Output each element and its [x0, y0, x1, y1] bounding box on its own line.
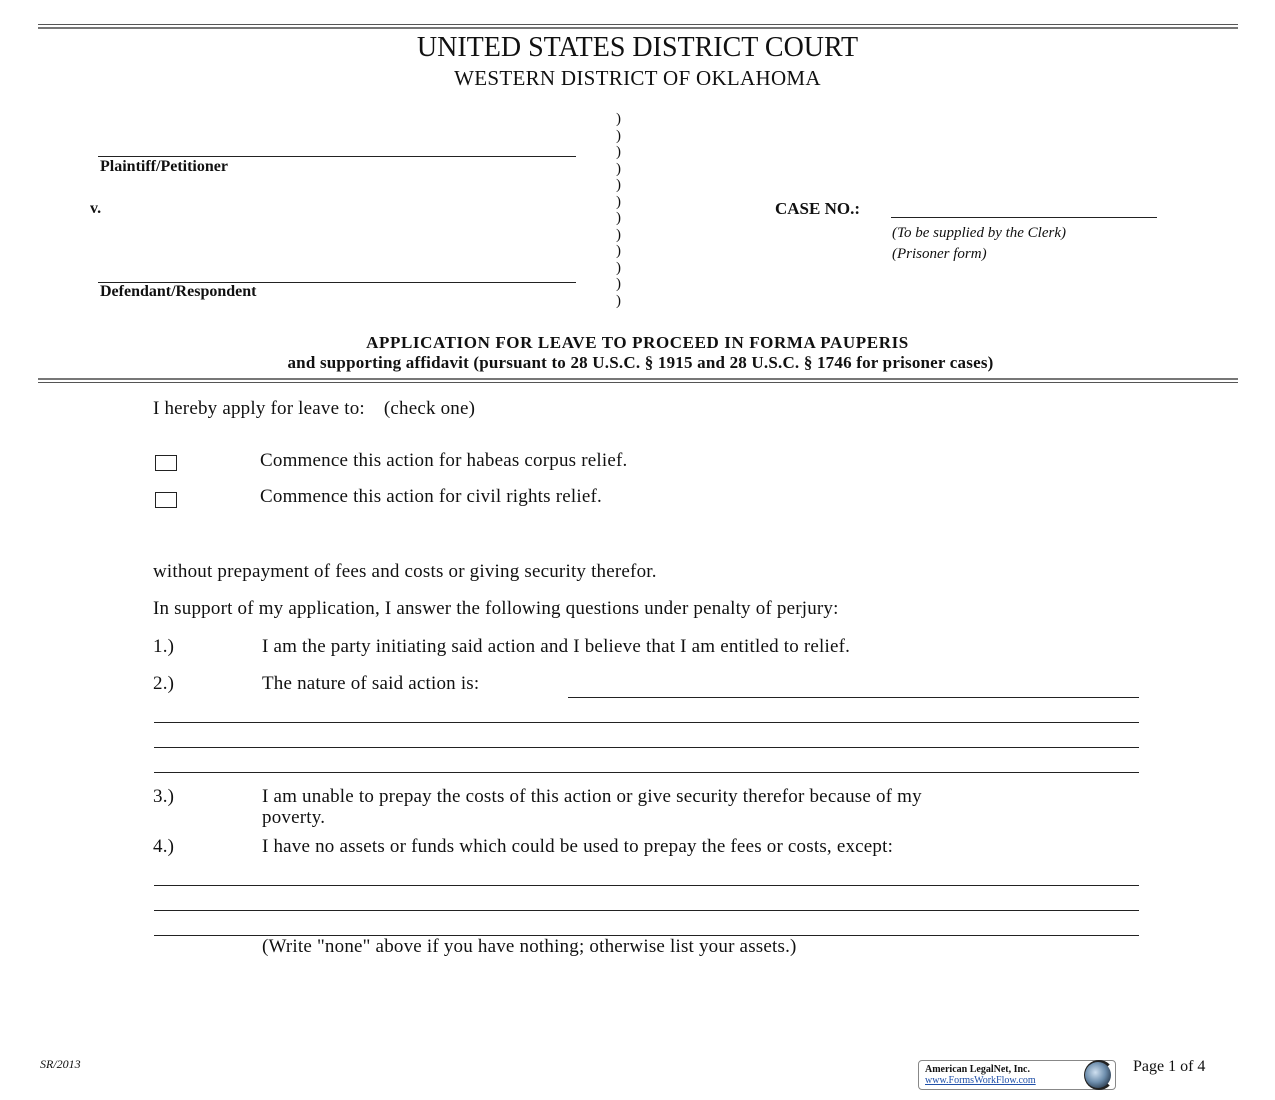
civil-rights-checkbox[interactable] [155, 492, 177, 508]
question-1-number: 1.) [153, 636, 175, 657]
assets-line[interactable] [154, 910, 1139, 911]
paren: ) [616, 111, 621, 127]
plaintiff-label: Plaintiff/Petitioner [100, 158, 228, 175]
top-rule [38, 24, 1238, 25]
caption-paren-column [616, 111, 621, 309]
assets-line[interactable] [154, 885, 1139, 886]
paren: ) [616, 243, 621, 259]
paren: ) [616, 193, 621, 210]
question-4-text: I have no assets or funds which could be used to prepay the fees or costs, except: [262, 836, 894, 857]
apply-intro-text: I hereby apply for leave to: [153, 398, 365, 419]
question-2-number: 2.) [153, 673, 175, 694]
support-statement: In support of my application, I answer the following questions under penalty of perjury: [153, 598, 839, 619]
vendor-name: American LegalNet, Inc. [925, 1064, 1030, 1075]
clerk-note: (To be supplied by the Clerk) [892, 225, 1067, 241]
revision-code: SR/2013 [40, 1057, 81, 1071]
check-one-instruction: (check one) [383, 398, 476, 419]
paren: ) [616, 144, 621, 160]
vendor-url[interactable]: www.FormsWorkFlow.com [925, 1075, 1036, 1086]
page-number: Page 1 of 4 [1133, 1058, 1206, 1075]
court-title: UNITED STATES DISTRICT COURT [416, 32, 859, 63]
case-no-label: CASE NO.: [775, 199, 861, 218]
action-nature-field[interactable] [568, 697, 1139, 698]
action-nature-line[interactable] [154, 772, 1139, 773]
heading-rule [38, 378, 1238, 380]
versus-label: v. [90, 200, 102, 217]
top-rule-thick [38, 27, 1238, 29]
plaintiff-name-field[interactable] [98, 156, 576, 157]
habeas-corpus-option-label: Commence this action for habeas corpus relief. [260, 450, 628, 471]
court-district: WESTERN DISTRICT OF OKLAHOMA [454, 66, 821, 90]
question-3-number: 3.) [153, 786, 175, 807]
question-3-text: I am unable to prepay the costs of this action or give security therefor because of my [262, 786, 922, 807]
paren: ) [616, 127, 621, 144]
paren: ) [616, 276, 621, 292]
application-heading: APPLICATION FOR LEAVE TO PROCEED IN FORMA PAUPERIS [366, 333, 909, 352]
without-prepayment-text: without prepayment of fees and costs or giving security therefor. [153, 561, 657, 582]
question-3-text-continued: poverty. [262, 807, 326, 828]
application-subheading: and supporting affidavit (pursuant to 28 U.S.C. § 1915 and 28 U.S.C. § 1746 for prisoner cases) [287, 353, 994, 372]
paren: ) [616, 292, 621, 309]
habeas-corpus-checkbox[interactable] [155, 455, 177, 471]
assets-note: (Write "none" above if you have nothing; otherwise list your assets.) [262, 936, 797, 957]
question-4-number: 4.) [153, 836, 175, 857]
vendor-logo[interactable] [918, 1060, 1116, 1090]
paren: ) [616, 210, 621, 226]
prisoner-form-note: (Prisoner form) [892, 246, 987, 262]
action-nature-line[interactable] [154, 722, 1139, 723]
question-1-text: I am the party initiating said action and I believe that I am entitled to relief. [262, 636, 851, 657]
civil-rights-option-label: Commence this action for civil rights relief. [260, 486, 602, 507]
case-no-field[interactable] [891, 217, 1157, 218]
question-2-text: The nature of said action is: [262, 673, 480, 694]
heading-rule-thin [38, 382, 1238, 383]
action-nature-line[interactable] [154, 747, 1139, 748]
paren: ) [616, 226, 621, 243]
globe-icon [1085, 1062, 1111, 1088]
defendant-label: Defendant/Respondent [100, 283, 257, 300]
paren: ) [616, 160, 621, 177]
apply-intro [153, 398, 475, 420]
paren: ) [616, 259, 621, 276]
paren: ) [616, 177, 621, 193]
